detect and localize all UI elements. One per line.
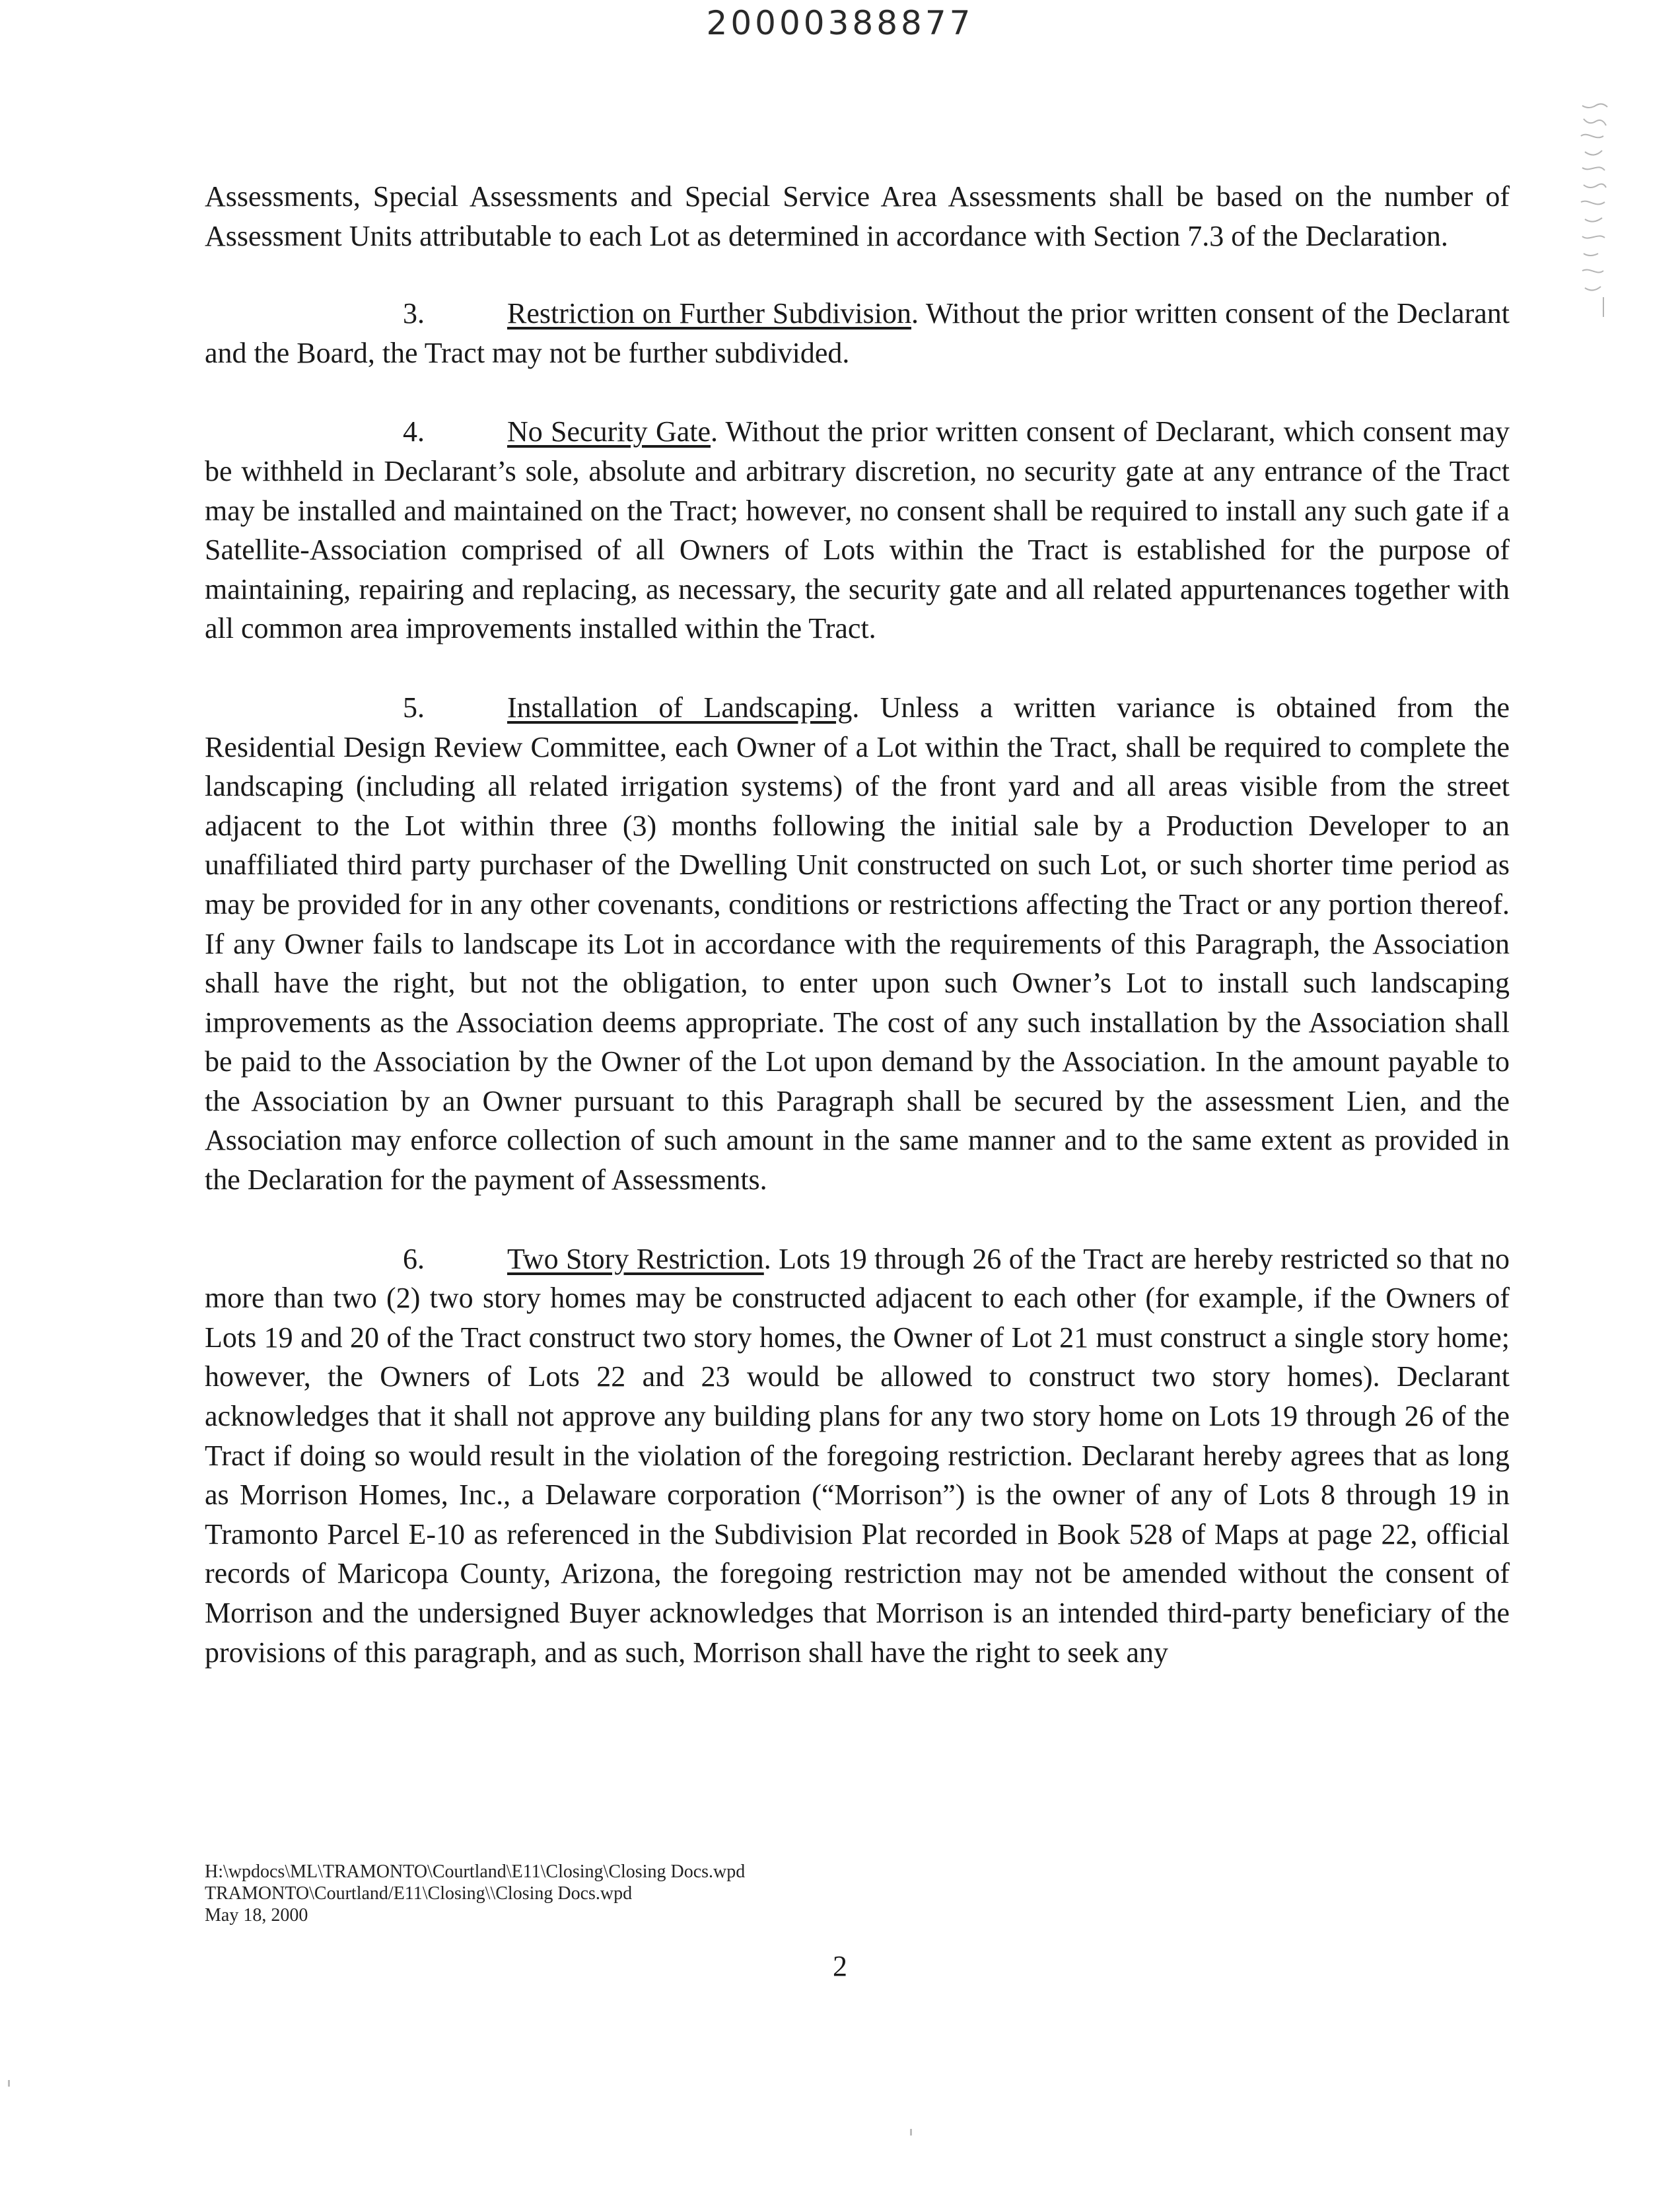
recording-number: 20000388877 (706, 4, 974, 42)
scan-speck (8, 2080, 10, 2087)
scan-speck (910, 2129, 912, 2135)
paragraph-landscaping (205, 688, 1510, 1200)
footer-file-info (205, 1861, 745, 1926)
footer-path-2: TRAMONTO\Courtland/E11\Closing\\Closing Docs.wpd (205, 1883, 633, 1904)
paragraph-text: Assessments, Special Assessments and Special Service Area Assessments shall be based on the number of Assessment Units attributable to each Lot as determined in accordance with Section 7.3 of the Declaration. (205, 180, 1510, 252)
footer-date: May 18, 2000 (205, 1905, 308, 1926)
footer-path-1: H:\wpdocs\ML\TRAMONTO\Courtland\E11\Closing\Closing Docs.wpd (205, 1861, 746, 1882)
paragraph-heading: Installation of Landscaping (507, 691, 853, 724)
paragraph-heading: Two Story Restriction (507, 1242, 764, 1275)
paragraph-number: 4. (403, 415, 425, 448)
paragraph-text: . Unless a written variance is obtained from the Residential Design Review Committee, each Owner of a Lot within the Tract, shall be required to complete the landscaping (including all related irrigation systems) of the front yard and all areas visible from the street adjacent to the Lot within three (3) months following the initial sale by a Production Developer to an unaffiliated third party purchaser of the Dwelling Unit constructed on such Lot, or such shorter time period as may be provided for in any other covenants, conditions or restrictions affecting the Tract or any portion thereof. If any Owner fails to landscape its Lot in accordance with the requirements of this Paragraph, the Association shall have the right, but not the obligation, to enter upon such Owner’s Lot to install such landscaping improvements as the Association deems appropriate. The cost of any such installation by the Association shall be paid to the Association by the Owner of the Lot upon demand by the Association. In the amount payable to the Association by an Owner pursuant to this Paragraph shall be secured by the assessment Lien, and the Association may enforce collection of such amount in the same manner and to the same extent as provided in the Declaration for the payment of Assessments. (205, 691, 1510, 1197)
paragraph-restriction-subdivision (205, 294, 1510, 372)
paragraph-number: 6. (403, 1242, 425, 1275)
recording-stamp-icon (1577, 99, 1611, 324)
paragraph-heading: Restriction on Further Subdivision (507, 297, 911, 330)
paragraph-text: . Lots 19 through 26 of the Tract are hereby restricted so that no more than two (2) two story homes may be constructed adjacent to each other (for example, if the Owners of Lots 19 and 20 of the Tract construct two story homes, the Owner of Lot 21 must construct a single story home; however, the Owners of Lots 22 and 23 would be allowed to construct two story homes). Declarant acknowledges that it shall not approve any building plans for any two story home on Lots 19 through 26 of the Tract if doing so would result in the violation of the foregoing restriction. Declarant hereby agrees that as long as Morrison Homes, Inc., a Delaware corporation (“Morrison”) is the owner of any of Lots 8 through 19 in Tramonto Parcel E-10 as referenced in the Subdivision Plat recorded in Book 528 of Maps at page 22, official records of Maricopa County, Arizona, the foregoing restriction may not be amended without the consent of Morrison and the undersigned Buyer acknowledges that Morrison is an intended third-party beneficiary of the provisions of this paragraph, and as such, Morrison shall have the right to seek any (205, 1242, 1510, 1669)
page-number: 2 (833, 1950, 847, 1982)
paragraph-assessments-continuation (205, 177, 1510, 256)
paragraph-text: . Without the prior written consent of the Declarant and the Board, the Tract may not be further subdivided. (205, 297, 1510, 369)
paragraph-number: 5. (403, 691, 425, 724)
paragraph-text: . Without the prior written consent of Declarant, which consent may be withheld in Declarant’s sole, absolute and arbitrary discretion, no security gate at any entrance of the Tract may be installed and maintained on the Tract; however, no consent shall be required to install any such gate if a Satellite-Association comprised of all Owners of Lots within the Tract is established for the purpose of maintaining, repairing and replacing, as necessary, the security gate and all related appurtenances together with all common area improvements installed within the Tract. (205, 415, 1510, 645)
paragraph-security-gate (205, 412, 1510, 648)
paragraph-two-story (205, 1239, 1510, 1673)
paragraph-number: 3. (403, 297, 425, 330)
document-body (205, 177, 1510, 1712)
paragraph-heading: No Security Gate (507, 415, 711, 448)
